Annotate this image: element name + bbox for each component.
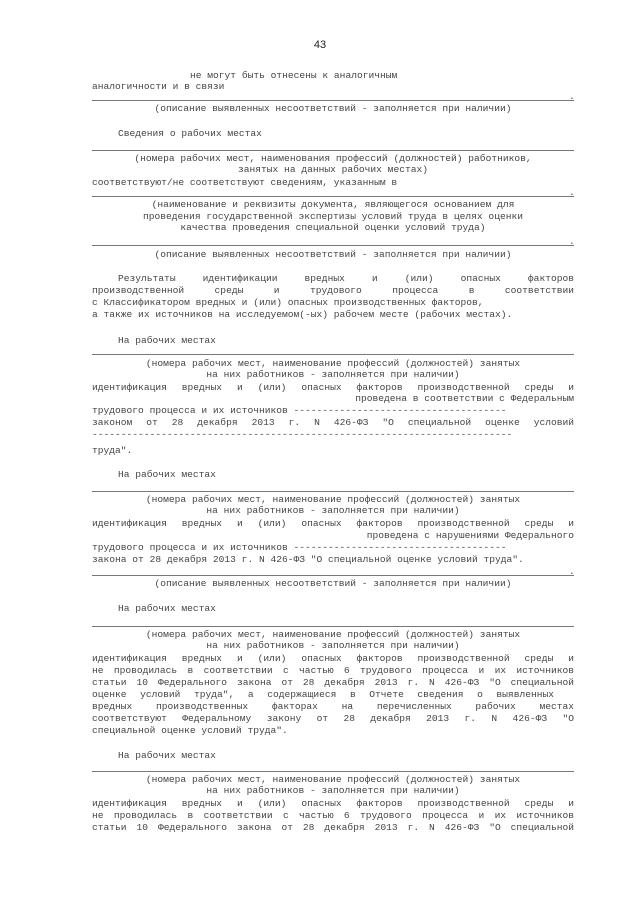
paragraph-line: проведена с нарушениями Федерального: [366, 530, 574, 541]
blank-line: [92, 354, 574, 355]
paragraph-line: трудового процесса и их источников -------------------------------------: [92, 542, 507, 553]
paragraph-line: идентификация вредных и (или) опасных факторов производственной среды и: [92, 798, 574, 809]
paragraph-line: а также их источников на исследуемом(-ых) рабочем месте (рабочих местах).: [92, 309, 513, 320]
paragraph-line: не проводилась в соответствии с частью 6 трудового процесса и их источников: [92, 810, 574, 821]
caption: качества проведения специальной оценки условий труда): [180, 222, 486, 233]
paragraph-line: Результаты идентификации вредных и (или) опасных факторов: [118, 273, 574, 284]
section-heading: Сведения о рабочих местах: [118, 128, 262, 139]
period: .: [569, 236, 575, 247]
paragraph-line: специальной оценке условий труда".: [92, 725, 288, 736]
period: .: [569, 187, 575, 198]
period: .: [569, 566, 575, 577]
paragraph-line: статьи 10 Федерального закона от 28 декабря 2013 г. N 426-ФЗ "О специальной: [92, 677, 574, 688]
blank-line: [92, 196, 574, 197]
page-number: 43: [313, 39, 327, 51]
blank-line: [92, 771, 574, 772]
section-heading: На рабочих местах: [118, 750, 216, 761]
caption: (номера рабочих мест, наименование профессий (должностей) занятых: [145, 494, 521, 505]
paragraph-line: идентификация вредных и (или) опасных факторов производственной среды и: [92, 518, 574, 529]
paragraph-line: статьи 10 Федерального закона от 28 декабря 2013 г. N 426-ФЗ "О специальной: [92, 822, 574, 833]
caption: (наименование и реквизиты документа, являющегося основанием для: [151, 199, 515, 210]
section-heading: На рабочих местах: [118, 335, 216, 346]
text-line: аналогичности и в связи: [92, 81, 225, 92]
section-heading: На рабочих местах: [118, 603, 216, 614]
blank-line: [92, 575, 574, 576]
caption: (описание выявленных несоответствий - заполняется при наличии): [154, 103, 512, 114]
paragraph-line: законом от 28 декабря 2013 г. N 426-ФЗ "О специальной оценке условий: [92, 417, 574, 428]
paragraph-line: трудового процесса и их источников -------------------------------------: [92, 405, 507, 416]
blank-line: [92, 100, 574, 101]
caption: (номера рабочих мест, наименования профессий (должностей) работников,: [134, 153, 532, 164]
section-heading: На рабочих местах: [118, 469, 216, 480]
caption: проведения государственной экспертизы условий труда в целях оценки: [143, 211, 523, 222]
caption: (описание выявленных несоответствий - заполняется при наличии): [154, 578, 512, 589]
caption: (номера рабочих мест, наименование профессий (должностей) занятых: [145, 629, 521, 640]
paragraph-line: производственной среды и трудового процесса в соответствии: [92, 285, 574, 296]
blank-line: [92, 245, 574, 246]
blank-line: [92, 150, 574, 151]
text-line: соответствуют/не соответствуют сведениям, указанным в: [92, 177, 398, 188]
text-line: не могут быть отнесены к аналогичным: [190, 70, 398, 81]
caption: (номера рабочих мест, наименование профессий (должностей) занятых: [145, 358, 521, 369]
caption: на них работников - заполняется при наличии): [206, 640, 460, 651]
caption: (номера рабочих мест, наименование профессий (должностей) занятых: [145, 774, 521, 785]
paragraph-line: идентификация вредных и (или) опасных факторов производственной среды и: [92, 653, 574, 664]
blank-line: [92, 491, 574, 492]
caption: на них работников - заполняется при наличии): [206, 505, 460, 516]
dash-line: -------------------------------------------------------------------------: [92, 429, 513, 440]
blank-line: [92, 626, 574, 627]
paragraph-line: закона от 28 декабря 2013 г. N 426-ФЗ "О специальной оценке условий труда".: [92, 554, 524, 565]
caption: на них работников - заполняется при наличии): [206, 369, 460, 380]
paragraph-line: не проводилась в соответствии с частью 6 трудового процесса и их источников: [92, 665, 574, 676]
paragraph-line: идентификация вредных и (или) опасных факторов производственной среды и: [92, 382, 574, 393]
paragraph-line: с Классификатором вредных и (или) опасных производственных факторов,: [92, 297, 484, 308]
paragraph-line: труда".: [92, 445, 133, 456]
paragraph-line: оценке условий труда", а содержащиеся в Отчете сведения о выявленных: [92, 689, 554, 700]
caption: на них работников - заполняется при наличии): [206, 785, 460, 796]
period: .: [569, 91, 575, 102]
paragraph-line: соответствуют Федеральному закону от 28 декабря 2013 г. N 426-ФЗ "О: [92, 713, 574, 724]
paragraph-line: проведена в соответствии с Федеральным: [355, 393, 574, 404]
caption: (описание выявленных несоответствий - заполняется при наличии): [154, 249, 512, 260]
paragraph-line: вредных производственных факторах на перечисленных рабочих местах: [92, 701, 574, 712]
caption: занятых на данных рабочих местах): [238, 164, 428, 175]
